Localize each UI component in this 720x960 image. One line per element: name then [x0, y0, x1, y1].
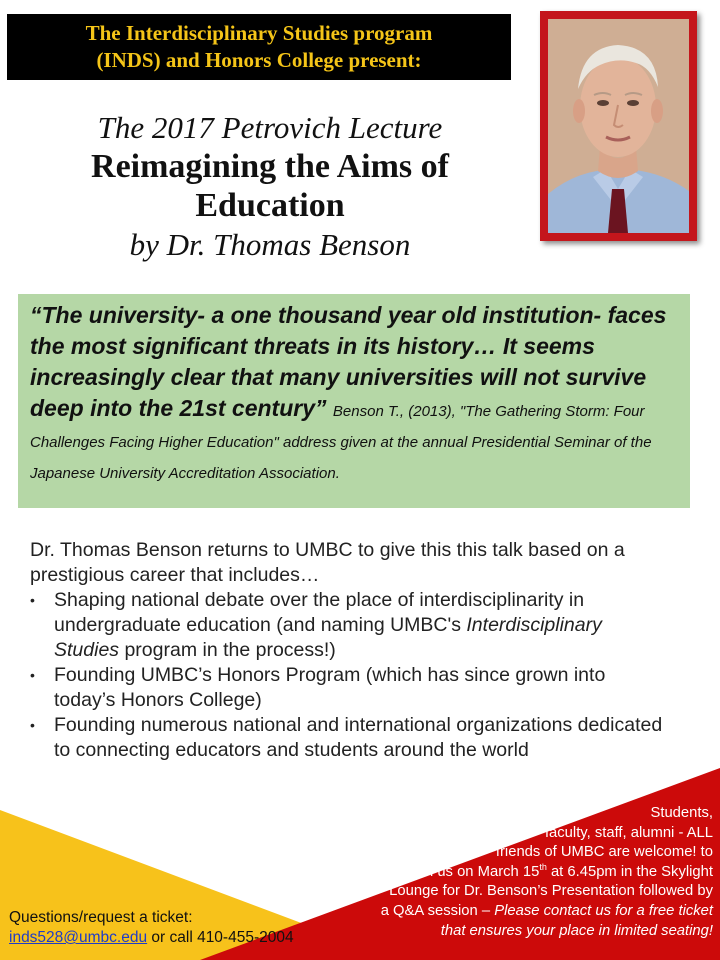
email-link[interactable]: inds528@umbc.edu	[9, 929, 148, 946]
bio-bullet-2: • Founding UMBC’s Honors Program (which has since grown into today’s Honors College)	[30, 663, 670, 713]
welcome-line-7-text: that ensures your place in limited seating!	[440, 922, 713, 939]
phone-text: or call 410-455-2004	[147, 929, 294, 946]
lecture-main-title-line-1: Reimagining the Aims of	[91, 148, 449, 185]
welcome-line-4	[313, 863, 713, 883]
bio-intro: Dr. Thomas Benson returns to UMBC to give this this talk based on a prestigious career that includes…	[30, 539, 625, 586]
quote-paragraph	[30, 300, 680, 486]
welcome-line-6-b: Please contact us for a free ticket	[494, 902, 713, 919]
contact-info	[9, 908, 369, 948]
bio-bullet-3: • Founding numerous national and international organizations dedicated to connecting educators and students around the world	[30, 713, 670, 763]
lecture-title-block	[0, 108, 540, 264]
bio-bullet-1	[30, 588, 670, 663]
bio-bullet-1-text-b: program in the process!)	[119, 639, 336, 661]
header-line-1: The Interdisciplinary Studies program	[85, 21, 433, 45]
welcome-line-1: Students,	[650, 805, 713, 821]
lecture-main-title-line-2: Education	[195, 187, 345, 224]
speaker-bio	[30, 538, 670, 763]
quote-box	[18, 294, 690, 508]
welcome-line-6-a: a Q&A session –	[380, 902, 495, 919]
lecture-series-title: The 2017 Petrovich Lecture	[97, 110, 443, 145]
welcome-message	[313, 804, 713, 941]
contact-label: Questions/request a ticket:	[9, 909, 193, 926]
quote-text: “The university- a one thousand year old institution- faces the most significant threats in its history… It seems increasingly clear that many universities will not survive deep into the 21st century”	[30, 302, 667, 421]
welcome-line-7	[313, 922, 713, 942]
lecture-speaker: by Dr. Thomas Benson	[129, 227, 411, 262]
header-line-2: (INDS) and Honors College present:	[96, 48, 422, 72]
welcome-line-5: Lounge for Dr. Benson’s Presentation followed by	[389, 883, 713, 900]
contact-line	[9, 928, 369, 948]
welcome-line-4-b: at 6.45pm in the Skylight	[546, 863, 713, 880]
bio-bullet-list	[30, 588, 670, 763]
speaker-portrait-frame	[540, 11, 697, 241]
quote-citation: Benson T., (2013), "The Gathering Storm: Four Challenges Facing Higher Education" address given at the annual Presidential Seminar of the Japanese University Accreditation Association.	[30, 403, 652, 482]
bio-bullet-1-italic: Interdisciplinary Studies	[54, 614, 602, 661]
welcome-line-3: friends of UMBC are welcome! to	[495, 844, 713, 861]
welcome-line-6	[313, 902, 713, 922]
welcome-date-suffix: th	[539, 861, 547, 872]
header-banner	[7, 14, 511, 80]
speaker-portrait-photo	[548, 19, 689, 233]
welcome-line-4-a: join us on March 15	[410, 863, 540, 880]
bio-bullet-1-text-a: Shaping national debate over the place of interdisciplinarity in undergraduate education (and naming UMBC's	[54, 589, 585, 636]
welcome-line-2: faculty, staff, alumni - ALL	[544, 824, 713, 841]
